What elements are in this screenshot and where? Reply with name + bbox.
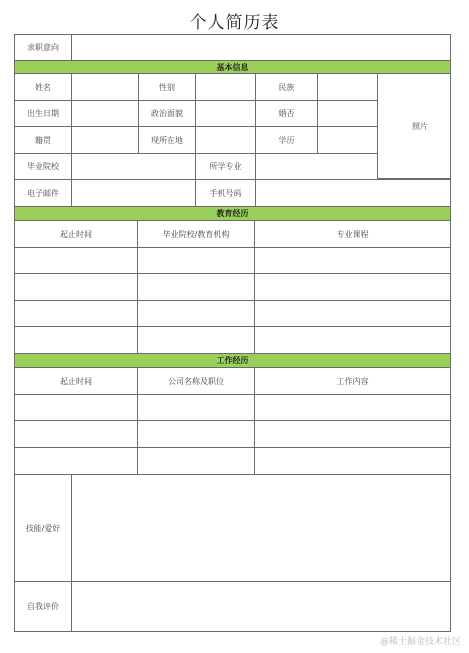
edu-school-cell[interactable] <box>137 273 255 301</box>
ethnicity-label: 民族 <box>255 73 318 101</box>
edu-school-cell[interactable] <box>137 326 255 354</box>
work-content-header: 工作内容 <box>254 367 451 395</box>
basic-info-header: 基本信息 <box>14 60 451 74</box>
work-company-cell[interactable] <box>137 420 255 448</box>
edu-courses-cell[interactable] <box>254 273 451 301</box>
work-period-cell[interactable] <box>14 394 138 421</box>
edu-period-cell[interactable] <box>14 273 138 301</box>
work-company-cell[interactable] <box>137 447 255 475</box>
job-intent-field[interactable] <box>71 34 451 61</box>
edu-courses-header: 专业课程 <box>254 220 451 248</box>
residence-label: 现所在地 <box>138 126 196 154</box>
edu-courses-cell[interactable] <box>254 300 451 327</box>
edu-courses-cell[interactable] <box>254 326 451 354</box>
resume-form <box>14 34 451 632</box>
self-eval-field[interactable] <box>71 581 451 632</box>
phone-label: 手机号码 <box>195 179 256 207</box>
gender-label: 性别 <box>138 73 196 101</box>
gender-field[interactable] <box>195 73 256 101</box>
hometown-field[interactable] <box>71 126 139 154</box>
marital-status-label: 婚否 <box>255 100 318 127</box>
birth-date-label: 出生日期 <box>14 100 72 127</box>
graduate-school-field[interactable] <box>71 153 196 180</box>
work-period-cell[interactable] <box>14 420 138 448</box>
skills-label: 技能/爱好 <box>14 474 72 582</box>
work-period-cell[interactable] <box>14 447 138 475</box>
work-company-header: 公司名称及职位 <box>137 367 255 395</box>
self-eval-label: 自我评价 <box>14 581 72 632</box>
residence-field[interactable] <box>195 126 256 154</box>
major-field[interactable] <box>255 153 378 180</box>
political-status-label: 政治面貌 <box>138 100 196 127</box>
edu-period-cell[interactable] <box>14 300 138 327</box>
marital-status-field[interactable] <box>317 100 378 127</box>
email-field[interactable] <box>71 179 196 207</box>
birth-date-field[interactable] <box>71 100 139 127</box>
ethnicity-field[interactable] <box>317 73 378 101</box>
edu-courses-cell[interactable] <box>254 247 451 274</box>
name-label: 姓名 <box>14 73 72 101</box>
work-period-header: 起止时间 <box>14 367 138 395</box>
work-content-cell[interactable] <box>254 394 451 421</box>
political-status-field[interactable] <box>195 100 256 127</box>
work-content-cell[interactable] <box>254 447 451 475</box>
phone-field[interactable] <box>255 179 451 207</box>
work-header: 工作经历 <box>14 353 451 368</box>
watermark: @稀土掘金技术社区 <box>379 637 461 647</box>
education-header: 教育经历 <box>14 206 451 221</box>
graduate-school-label: 毕业院校 <box>14 153 72 180</box>
job-intent-label: 求职意向 <box>14 34 72 61</box>
education-level-field[interactable] <box>317 126 378 154</box>
education-level-label: 学历 <box>255 126 318 154</box>
email-label: 电子邮件 <box>14 179 72 207</box>
work-content-cell[interactable] <box>254 420 451 448</box>
edu-period-cell[interactable] <box>14 326 138 354</box>
work-company-cell[interactable] <box>137 394 255 421</box>
name-field[interactable] <box>71 73 139 101</box>
photo-box[interactable]: 照片 <box>377 73 451 179</box>
edu-period-header: 起止时间 <box>14 220 138 248</box>
edu-period-cell[interactable] <box>14 247 138 274</box>
edu-school-cell[interactable] <box>137 300 255 327</box>
edu-school-header: 毕业院校/教育机构 <box>137 220 255 248</box>
edu-school-cell[interactable] <box>137 247 255 274</box>
skills-field[interactable] <box>71 474 451 582</box>
page-title: 个人简历表 <box>189 13 280 33</box>
major-label: 所学专业 <box>195 153 256 180</box>
hometown-label: 籍贯 <box>14 126 72 154</box>
